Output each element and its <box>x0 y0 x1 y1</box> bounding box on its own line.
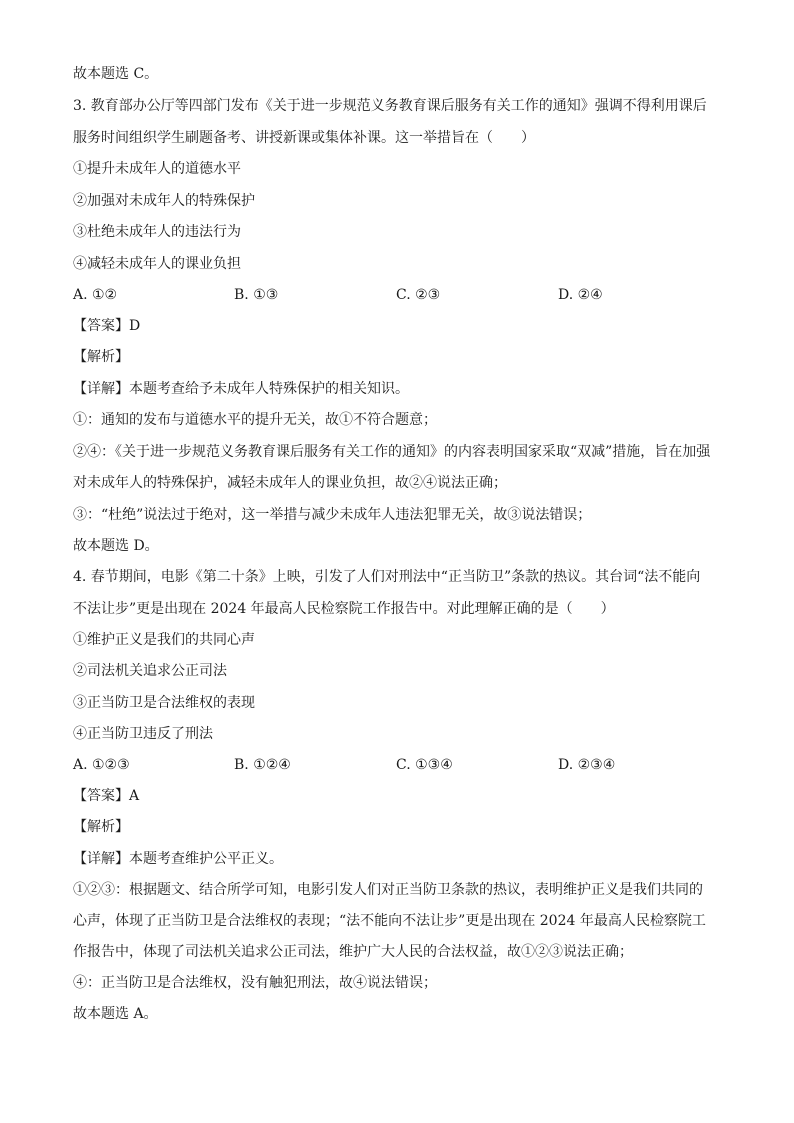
q3-explanation-1: ①：通知的发布与道德水平的提升无关，故①不符合题意； <box>73 412 437 428</box>
previous-conclusion: 故本题选 C。 <box>73 66 159 82</box>
q4-option-b: B. ①②④ <box>234 757 291 773</box>
q4-statement-2: ②司法机关追求公正司法 <box>73 663 227 679</box>
q4-detail-heading: 【详解】本题考查维护公平正义。 <box>73 851 283 867</box>
q4-explanation-1-line-2: 心声，体现了正当防卫是合法维权的表现；“法不能向不法让步”更是出现在 2024 年最高人民检察院工 <box>73 913 706 929</box>
q4-explanation-2: ④：正当防卫是合法维权，没有触犯刑法，故④说法错误； <box>73 975 437 991</box>
q4-answer: 【答案】A <box>73 788 140 804</box>
q4-options <box>73 755 723 775</box>
q4-statement-4: ④正当防卫违反了刑法 <box>73 726 213 742</box>
q4-analysis-heading: 【解析】 <box>73 819 129 835</box>
q3-statement-4: ④减轻未成年人的课业负担 <box>73 256 241 272</box>
q3-statement-1: ①提升未成年人的道德水平 <box>73 161 241 177</box>
q4-stem-line-1: 4. 春节期间，电影《第二十条》上映，引发了人们对刑法中“正当防卫”条款的热议。其台词“法不能向 <box>73 569 701 585</box>
q3-options <box>73 285 723 305</box>
q3-detail-heading: 【详解】本题考查给予未成年人特殊保护的相关知识。 <box>73 381 409 397</box>
q4-conclusion: 故本题选 A。 <box>73 1006 158 1022</box>
q3-stem-line-2: 服务时间组织学生刷题备考、讲授新课或集体补课。这一举措旨在（ ） <box>73 130 535 146</box>
q3-explanation-2-line-1: ②④：《关于进一步规范义务教育课后服务有关工作的通知》的内容表明国家采取“双减”措施，旨在加强 <box>73 444 711 460</box>
q3-explanation-3: ③：“杜绝”说法过于绝对，这一举措与减少未成年人违法犯罪无关，故③说法错误； <box>73 507 592 523</box>
q3-option-b: B. ①③ <box>234 287 279 303</box>
q3-statement-2: ②加强对未成年人的特殊保护 <box>73 193 255 209</box>
q3-analysis-heading: 【解析】 <box>73 349 129 365</box>
q4-option-a: A. ①②③ <box>73 757 130 773</box>
q4-statement-1: ①维护正义是我们的共同心声 <box>73 632 255 648</box>
q4-option-d: D. ②③④ <box>558 757 616 773</box>
q3-option-d: D. ②④ <box>558 287 603 303</box>
q3-answer: 【答案】D <box>73 318 141 334</box>
q4-option-c: C. ①③④ <box>396 757 453 773</box>
q3-explanation-2-line-2: 对未成年人的特殊保护，减轻未成年人的课业负担，故②④说法正确； <box>73 475 507 491</box>
q3-option-a: A. ①② <box>73 287 118 303</box>
q3-option-c: C. ②③ <box>396 287 441 303</box>
q4-stem-line-2: 不法让步”更是出现在 2024 年最高人民检察院工作报告中。对此理解正确的是（ ） <box>73 601 615 617</box>
q4-statement-3: ③正当防卫是合法维权的表现 <box>73 695 255 711</box>
q3-stem-line-1: 3. 教育部办公厅等四部门发布《关于进一步规范义务教育课后服务有关工作的通知》强调不得利用课后 <box>73 98 707 114</box>
q3-statement-3: ③杜绝未成年人的违法行为 <box>73 224 241 240</box>
q4-explanation-1-line-3: 作报告中，体现了司法机关追求公正司法，维护广大人民的合法权益，故①②③说法正确； <box>73 944 633 960</box>
q3-conclusion: 故本题选 D。 <box>73 538 159 554</box>
q4-explanation-1-line-1: ①②③：根据题文、结合所学可知，电影引发人们对正当防卫条款的热议，表明维护正义是我们共同的 <box>73 882 703 898</box>
